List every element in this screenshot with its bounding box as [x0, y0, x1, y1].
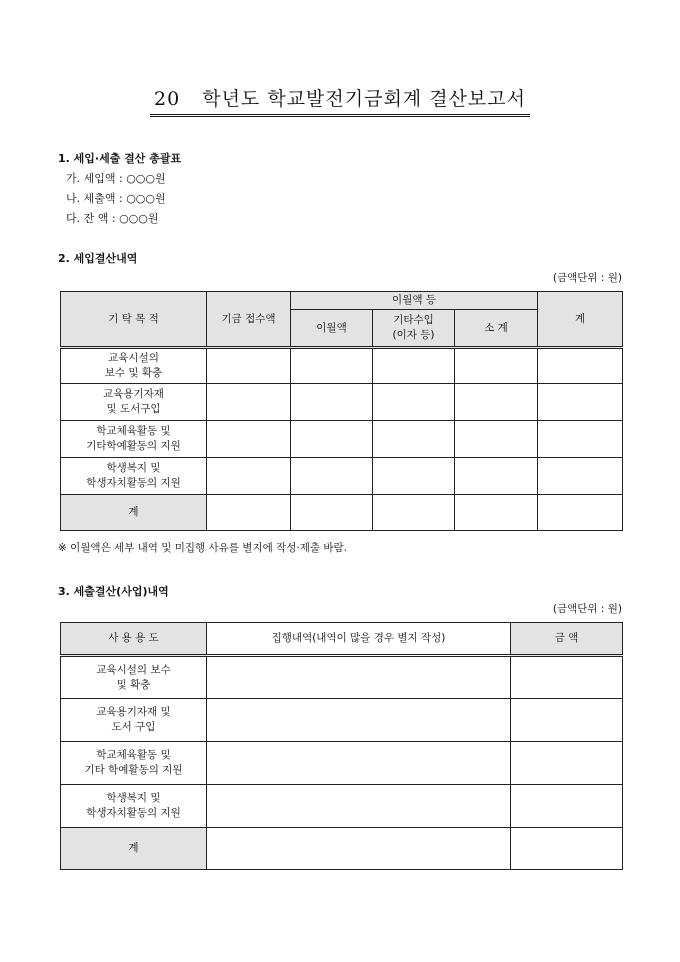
- report-title: [0, 84, 680, 117]
- revenue-table: [60, 291, 623, 531]
- total-label: 계: [61, 495, 207, 531]
- header-usage: 사 용 용 도: [61, 623, 207, 656]
- cell-details: [207, 785, 511, 828]
- cell-subtotal: [455, 495, 538, 531]
- cell-total: [538, 495, 623, 531]
- report-year: 20: [154, 88, 181, 110]
- cell-subtotal: [455, 421, 538, 458]
- section3-unit: (금액단위 : 원): [552, 603, 622, 615]
- cell-details: [207, 656, 511, 699]
- cell-other-income: [373, 384, 455, 421]
- carryover-note: ※ 이월액은 세부 내역 및 미집행 사유를 별지에 작성·제출 바람.: [58, 542, 347, 554]
- table-row: [61, 785, 623, 828]
- row-label: 학교체육활동 및 기타 학예활동의 지원: [61, 742, 207, 785]
- cell-carryover: [291, 348, 373, 384]
- cell-other-income: [373, 348, 455, 384]
- report-title-text: 학년도 학교발전기금회계 결산보고서: [202, 88, 526, 110]
- table-row-total: [61, 495, 623, 531]
- balance-line: 다. 잔 액 : ○○○원: [66, 212, 159, 225]
- section1-heading: 1. 세입·세출 결산 총괄표: [58, 152, 182, 165]
- table-row: [61, 384, 623, 421]
- table-row: [61, 421, 623, 458]
- cell-subtotal: [455, 458, 538, 495]
- cell-received: [207, 458, 291, 495]
- header-details: 집행내역(내역이 많을 경우 별지 작성): [207, 623, 511, 656]
- table-row: [61, 458, 623, 495]
- header-other-income: 기타수입 (이자 등): [373, 310, 455, 348]
- row-label: 학생복지 및 학생자치활동의 지원: [61, 458, 207, 495]
- cell-details: [207, 699, 511, 742]
- header-subtotal: 소 계: [455, 310, 538, 348]
- table-row: [61, 348, 623, 384]
- section2-unit: (금액단위 : 원): [552, 272, 622, 284]
- cell-amount: [511, 656, 623, 699]
- table-row: [61, 742, 623, 785]
- cell-received: [207, 421, 291, 458]
- row-label: 학교체육활동 및 기타학예활동의 지원: [61, 421, 207, 458]
- header-carryover: 이월액: [291, 310, 373, 348]
- header-carryover-group: 이월액 등: [291, 292, 538, 310]
- table-row-total: [61, 828, 623, 870]
- cell-other-income: [373, 495, 455, 531]
- table-row: [61, 699, 623, 742]
- cell-total: [538, 458, 623, 495]
- cell-subtotal: [455, 348, 538, 384]
- header-received: 기금 접수액: [207, 292, 291, 348]
- revenue-total-line: 가. 세입액 : ○○○원: [66, 172, 166, 185]
- section3-heading: 3. 세출결산(사업)내역: [58, 585, 169, 598]
- cell-carryover: [291, 384, 373, 421]
- cell-total: [538, 384, 623, 421]
- table-row: [61, 656, 623, 699]
- header-total: 계: [538, 292, 623, 348]
- cell-received: [207, 348, 291, 384]
- cell-amount: [511, 828, 623, 870]
- row-label: 교육시설의 보수 및 확충: [61, 348, 207, 384]
- cell-amount: [511, 785, 623, 828]
- row-label: 교육시설의 보수 및 확충: [61, 656, 207, 699]
- section2-heading: 2. 세입결산내역: [58, 252, 138, 265]
- cell-received: [207, 495, 291, 531]
- cell-amount: [511, 742, 623, 785]
- cell-subtotal: [455, 384, 538, 421]
- cell-received: [207, 384, 291, 421]
- cell-other-income: [373, 458, 455, 495]
- cell-carryover: [291, 458, 373, 495]
- cell-amount: [511, 699, 623, 742]
- cell-other-income: [373, 421, 455, 458]
- cell-total: [538, 421, 623, 458]
- cell-carryover: [291, 495, 373, 531]
- header-purpose: 기 탁 목 적: [61, 292, 207, 348]
- header-amount: 금 액: [511, 623, 623, 656]
- row-label: 교육용기자재 및 도서구입: [61, 384, 207, 421]
- expenditure-total-line: 나. 세출액 : ○○○원: [66, 192, 166, 205]
- cell-details: [207, 742, 511, 785]
- row-label: 학생복지 및 학생자치활동의 지원: [61, 785, 207, 828]
- cell-total: [538, 348, 623, 384]
- cell-carryover: [291, 421, 373, 458]
- cell-details: [207, 828, 511, 870]
- row-label: 교육용기자재 및 도서 구입: [61, 699, 207, 742]
- total-label: 계: [61, 828, 207, 870]
- expenditure-table: [60, 622, 623, 870]
